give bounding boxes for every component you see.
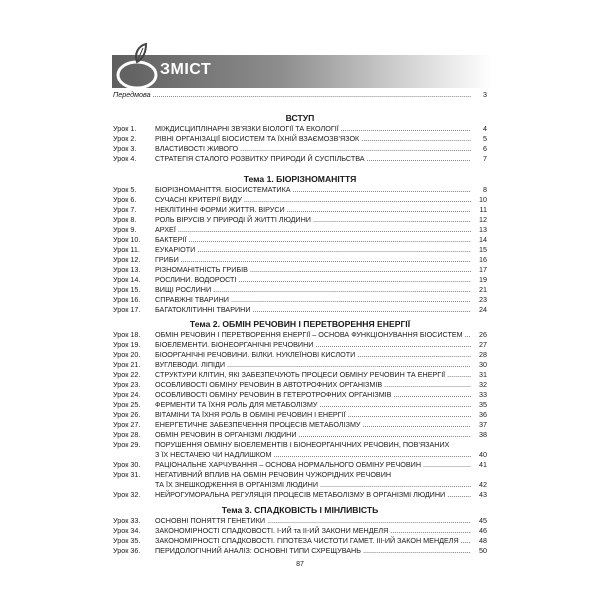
toc-row bbox=[113, 205, 487, 215]
toc-row bbox=[113, 480, 487, 490]
lesson-number: Урок 5. bbox=[113, 185, 137, 194]
lesson-page: 45 bbox=[471, 516, 487, 526]
lesson-number: Урок 8. bbox=[113, 215, 137, 224]
lesson-page: 43 bbox=[471, 490, 487, 500]
lesson-title: БАКТЕРІЇ ..... bbox=[155, 235, 471, 245]
toc-row bbox=[113, 275, 487, 285]
toc-row bbox=[113, 390, 487, 400]
lesson-page: 27 bbox=[471, 340, 487, 350]
toc-row bbox=[113, 360, 487, 370]
toc-row bbox=[113, 144, 487, 154]
lesson-number: Урок 3. bbox=[113, 144, 137, 153]
toc-row bbox=[113, 305, 487, 315]
lesson-page: 36 bbox=[471, 410, 487, 420]
lesson-title: НЕКЛІТИННІ ФОРМИ ЖИТТЯ. ВІРУСИ ..... bbox=[155, 205, 471, 215]
lesson-page: 15 bbox=[471, 245, 487, 255]
lesson-page: 46 bbox=[471, 526, 487, 536]
lesson-page: 17 bbox=[471, 265, 487, 275]
lesson-title: РІЗНОМАНІТНІСТЬ ГРИБІВ ..... bbox=[155, 265, 471, 275]
lesson-title: ВІТАМІНИ ТА ЇХНЯ РОЛЬ В ОБМІНІ РЕЧОВИН І ЕНЕРГІЇ ..... bbox=[155, 410, 471, 420]
toc-row bbox=[113, 526, 487, 536]
lesson-page: 37 bbox=[471, 420, 487, 430]
lesson-title: ГРИБИ ..... bbox=[155, 255, 471, 265]
lesson-page: 33 bbox=[471, 390, 487, 400]
toc-row bbox=[113, 546, 487, 556]
toc-row bbox=[113, 490, 487, 500]
lesson-number: Урок 21. bbox=[113, 360, 141, 369]
lesson-title: РІВНІ ОРГАНІЗАЦІЇ БІОСИСТЕМ ТА ЇХНІЙ ВЗАЄМОЗВ’ЯЗОК ..... bbox=[155, 134, 471, 144]
lesson-page: 12 bbox=[471, 215, 487, 225]
page-title: ЗМІСТ bbox=[160, 61, 212, 78]
toc-row bbox=[113, 440, 487, 450]
lesson-number: Урок 17. bbox=[113, 305, 141, 314]
lesson-number: Урок 2. bbox=[113, 134, 137, 143]
lesson-page: 6 bbox=[471, 144, 487, 154]
toc-row bbox=[113, 410, 487, 420]
lesson-number: Урок 14. bbox=[113, 275, 141, 284]
lesson-title: ТА ЇХ ЗНЕШКОДЖЕННЯ В ОРГАНІЗМІ ЛЮДИНИ ..... bbox=[155, 480, 471, 490]
lesson-title: ВЛАСТИВОСТІ ЖИВОГО ..... bbox=[155, 144, 471, 154]
toc-row bbox=[113, 225, 487, 235]
lesson-page: 23 bbox=[471, 295, 487, 305]
lesson-number: Урок 6. bbox=[113, 195, 137, 204]
lesson-title: ОБМІН РЕЧОВИН В ОРГАНІЗМІ ЛЮДИНИ ..... bbox=[155, 430, 471, 440]
foreword-title: Передмова ..... bbox=[113, 90, 471, 100]
toc-row bbox=[113, 235, 487, 245]
toc-row bbox=[113, 380, 487, 390]
lesson-number: Урок 16. bbox=[113, 295, 141, 304]
lesson-title: ПОРУШЕННЯ ОБМІНУ БІОЕЛЕМЕНТІВ І БІОНЕОРГАНІЧНИХ РЕЧОВИН, ПОВ’ЯЗАНИХ bbox=[155, 440, 450, 449]
lesson-page: 11 bbox=[471, 205, 487, 215]
lesson-number: Урок 19. bbox=[113, 340, 141, 349]
toc-row bbox=[113, 295, 487, 305]
lesson-number: Урок 28. bbox=[113, 430, 141, 439]
lesson-page: 32 bbox=[471, 380, 487, 390]
lesson-title: ПЕРИДОЛОГІЧНИЙ АНАЛІЗ: ОСНОВНІ ТИПИ СХРЕЩУВАНЬ ..... bbox=[155, 546, 471, 556]
lesson-number: Урок 26. bbox=[113, 410, 141, 419]
lesson-page: 7 bbox=[471, 154, 487, 164]
lesson-page: 26 bbox=[471, 330, 487, 340]
toc-row bbox=[113, 536, 487, 546]
lesson-number: Урок 29. bbox=[113, 440, 141, 449]
toc-row bbox=[113, 330, 487, 340]
toc-row bbox=[113, 370, 487, 380]
lesson-number: Урок 20. bbox=[113, 350, 141, 359]
lesson-title: СТРУКТУРИ КЛІТИН, ЯКІ ЗАБЕЗПЕЧУЮТЬ ПРОЦЕСИ ОБМІНУ РЕЧОВИН ТА ЕНЕРГІЇ ..... bbox=[155, 370, 471, 380]
lesson-page: 8 bbox=[471, 185, 487, 195]
lesson-title: СУЧАСНІ КРИТЕРІЇ ВИДУ ..... bbox=[155, 195, 471, 205]
lesson-page: 41 bbox=[471, 460, 487, 470]
lesson-page: 42 bbox=[471, 480, 487, 490]
lesson-page: 31 bbox=[471, 370, 487, 380]
toc-row bbox=[113, 350, 487, 360]
toc-row bbox=[113, 400, 487, 410]
lesson-title: ФЕРМЕНТИ ТА ЇХНЯ РОЛЬ ДЛЯ МЕТАБОЛІЗМУ ..... bbox=[155, 400, 471, 410]
lesson-title: БІОРІЗНОМАНІТТЯ. БІОСИСТЕМАТИКА ..... bbox=[155, 185, 471, 195]
lesson-title: СПРАВЖНІ ТВАРИНИ ..... bbox=[155, 295, 471, 305]
page-number: 87 bbox=[296, 561, 304, 568]
lesson-title: ЗАКОНОМІРНОСТІ СПАДКОВОСТІ. ГІПОТЕЗА ЧИСТОТИ ГАМЕТ. ІІІ-ИЙ ЗАКОН МЕНДЕЛЯ ..... bbox=[155, 536, 471, 546]
lesson-page: 21 bbox=[471, 285, 487, 295]
section-heading: Тема 3. СПАДКОВІСТЬ І МІНЛИВІСТЬ bbox=[221, 505, 379, 515]
toc-row bbox=[113, 185, 487, 195]
toc-row bbox=[113, 516, 487, 526]
lesson-number: Урок 36. bbox=[113, 546, 141, 555]
lesson-number: Урок 10. bbox=[113, 235, 141, 244]
lesson-title: ВИЩІ РОСЛИНИ ..... bbox=[155, 285, 471, 295]
lesson-title: НЕГАТИВНИЙ ВПЛИВ НА ОБМІН РЕЧОВИН ЧУЖОРІДНИХ РЕЧОВИН bbox=[155, 470, 392, 479]
lesson-page: 5 bbox=[471, 134, 487, 144]
toc-row bbox=[113, 340, 487, 350]
toc-row bbox=[113, 285, 487, 295]
lesson-number: Урок 11. bbox=[113, 245, 140, 254]
lesson-number: Урок 25. bbox=[113, 400, 141, 409]
lesson-page: 48 bbox=[471, 536, 487, 546]
toc-row bbox=[113, 195, 487, 205]
lesson-number: Урок 9. bbox=[113, 225, 137, 234]
toc-row bbox=[113, 245, 487, 255]
lesson-title: ОБМІН РЕЧОВИН І ПЕРЕТВОРЕННЯ ЕНЕРГІЇ – ОСНОВА ФУНКЦІОНУВАННЯ БІОСИСТЕМ ..... bbox=[155, 330, 471, 340]
toc-row bbox=[113, 420, 487, 430]
lesson-page: 10 bbox=[471, 195, 487, 205]
toc-row bbox=[113, 460, 487, 470]
lesson-page: 38 bbox=[471, 430, 487, 440]
toc-row bbox=[113, 154, 487, 164]
lesson-number: Урок 31. bbox=[113, 470, 141, 479]
lesson-page: 13 bbox=[471, 225, 487, 235]
leaf-logo-icon bbox=[110, 40, 166, 92]
lesson-number: Урок 4. bbox=[113, 154, 137, 163]
lesson-page: 16 bbox=[471, 255, 487, 265]
lesson-title: РОСЛИНИ. ВОДОРОСТІ ..... bbox=[155, 275, 471, 285]
lesson-page: 35 bbox=[471, 400, 487, 410]
lesson-title: ОСОБЛИВОСТІ ОБМІНУ РЕЧОВИН В ГЕТЕРОТРОФНИХ ОРГАНІЗМІВ ..... bbox=[155, 390, 471, 400]
foreword-page: 3 bbox=[483, 90, 487, 99]
toc-row bbox=[113, 470, 487, 480]
toc-row bbox=[113, 430, 487, 440]
toc-row bbox=[113, 215, 487, 225]
lesson-page: 4 bbox=[471, 124, 487, 134]
lesson-number: Урок 24. bbox=[113, 390, 141, 399]
lesson-page: 40 bbox=[471, 450, 487, 460]
lesson-title: МІЖДИСЦИПЛІНАРНІ ЗВ’ЯЗКИ БІОЛОГІЇ ТА ЕКОЛОГІЇ ..... bbox=[155, 124, 471, 134]
lesson-title: З ЇХ НЕСТАЧЕЮ ЧИ НАДЛИШКОМ ..... bbox=[155, 450, 471, 460]
lesson-title: БІООРГАНІЧНІ РЕЧОВИНИ. БІЛКИ. НУКЛЕЇНОВІ КИСЛОТИ ..... bbox=[155, 350, 471, 360]
foreword-entry bbox=[113, 90, 487, 100]
lesson-title: РОЛЬ ВІРУСІВ У ПРИРОДІ Й ЖИТТІ ЛЮДИНИ ..... bbox=[155, 215, 471, 225]
section-heading: ВСТУП bbox=[285, 113, 315, 123]
lesson-page: 24 bbox=[471, 305, 487, 315]
lesson-page: 19 bbox=[471, 275, 487, 285]
toc-row bbox=[113, 134, 487, 144]
lesson-number: Урок 30. bbox=[113, 460, 141, 469]
lesson-title: АРХЕЇ ..... bbox=[155, 225, 471, 235]
section-heading: Тема 2. ОБМІН РЕЧОВИН І ПЕРЕТВОРЕННЯ ЕНЕРГІЇ bbox=[189, 319, 411, 329]
lesson-number: Урок 27. bbox=[113, 420, 141, 429]
lesson-number: Урок 15. bbox=[113, 285, 141, 294]
lesson-page: 30 bbox=[471, 360, 487, 370]
lesson-number: Урок 34. bbox=[113, 526, 141, 535]
section-heading: Тема 1. БІОРІЗНОМАНІТТЯ bbox=[243, 174, 357, 184]
lesson-number: Урок 22. bbox=[113, 370, 141, 379]
lesson-number: Урок 18. bbox=[113, 330, 141, 339]
toc-row bbox=[113, 124, 487, 134]
lesson-number: Урок 13. bbox=[113, 265, 141, 274]
lesson-title: ОСОБЛИВОСТІ ОБМІНУ РЕЧОВИН В АВТОТРОФНИХ ОРГАНІЗМІВ ..... bbox=[155, 380, 471, 390]
lesson-number: Урок 32. bbox=[113, 490, 141, 499]
toc-row bbox=[113, 450, 487, 460]
lesson-page: 28 bbox=[471, 350, 487, 360]
lesson-title: НЕЙРОГУМОРАЛЬНА РЕГУЛЯЦІЯ ПРОЦЕСІВ МЕТАБОЛІЗМУ В ОРГАНІЗМІ ЛЮДИНИ ..... bbox=[155, 490, 471, 500]
lesson-title: СТРАТЕГІЯ СТАЛОГО РОЗВИТКУ ПРИРОДИ Й СУСПІЛЬСТВА ..... bbox=[155, 154, 471, 164]
toc-row bbox=[113, 255, 487, 265]
lesson-number: Урок 7. bbox=[113, 205, 137, 214]
lesson-page: 50 bbox=[471, 546, 487, 556]
lesson-title: ОСНОВНІ ПОНЯТТЯ ГЕНЕТИКИ ..... bbox=[155, 516, 471, 526]
lesson-number: Урок 33. bbox=[113, 516, 141, 525]
lesson-title: ВУГЛЕВОДИ. ЛІПІДИ ..... bbox=[155, 360, 471, 370]
lesson-number: Урок 1. bbox=[113, 124, 137, 133]
lesson-title: РАЦІОНАЛЬНЕ ХАРЧУВАННЯ – ОСНОВА НОРМАЛЬНОГО ОБМІНУ РЕЧОВИН ..... bbox=[155, 460, 471, 470]
lesson-number: Урок 23. bbox=[113, 380, 141, 389]
lesson-title: ЕНЕРГЕТИЧНЕ ЗАБЕЗПЕЧЕННЯ ПРОЦЕСІВ МЕТАБОЛІЗМУ ..... bbox=[155, 420, 471, 430]
lesson-number: Урок 12. bbox=[113, 255, 141, 264]
lesson-title: ЗАКОНОМІРНОСТІ СПАДКОВОСТІ. І-ИЙ та ІІ-ИЙ ЗАКОНИ МЕНДЕЛЯ ..... bbox=[155, 526, 471, 536]
lesson-page: 14 bbox=[471, 235, 487, 245]
lesson-title: ЕУКАРІОТИ ..... bbox=[155, 245, 471, 255]
lesson-title: БАГАТОКЛІТИННІ ТВАРИНИ ..... bbox=[155, 305, 471, 315]
toc-row bbox=[113, 265, 487, 275]
lesson-title: БІОЕЛЕМЕНТИ. БІОНЕОРГАНІЧНІ РЕЧОВИНИ ..... bbox=[155, 340, 471, 350]
lesson-number: Урок 35. bbox=[113, 536, 141, 545]
